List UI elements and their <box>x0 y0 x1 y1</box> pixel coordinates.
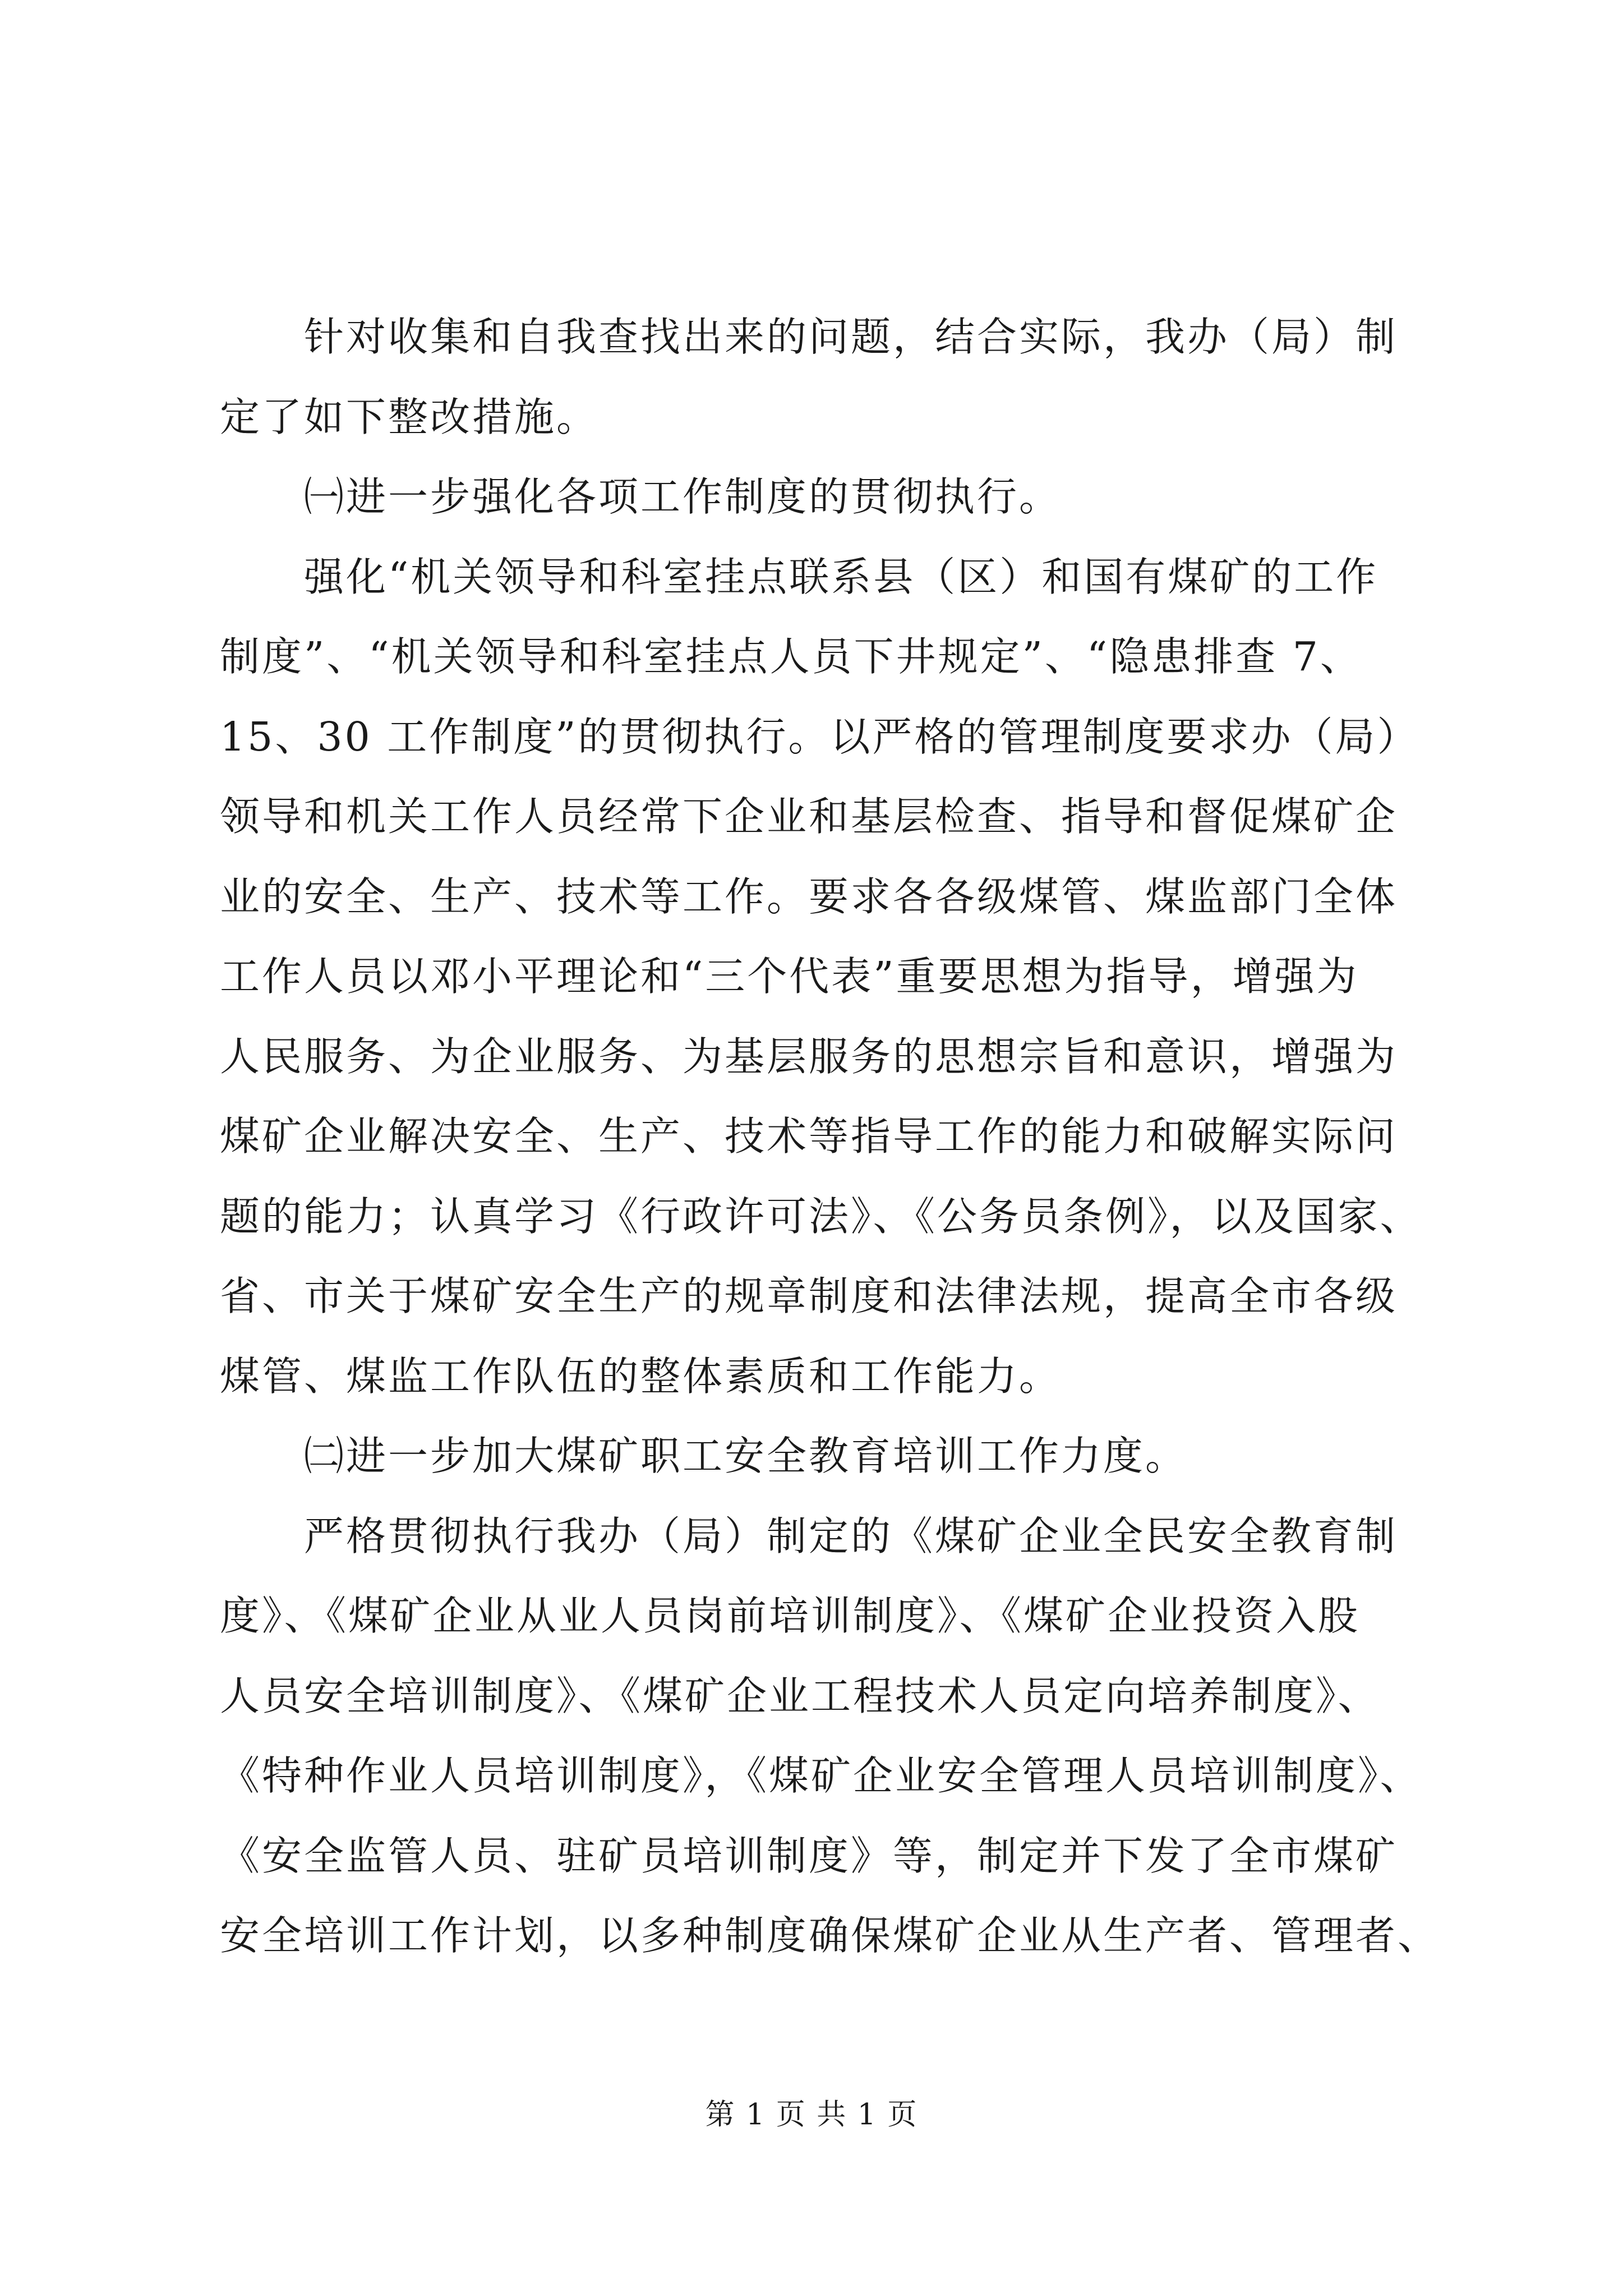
paragraph-line: 度》、《煤矿企业从业人员岗前培训制度》、《煤矿企业投资入股 <box>220 1593 1361 1639</box>
paragraph-line: 针对收集和自我查找出来的问题，结合实际，我办（局）制 <box>304 314 1398 360</box>
paragraph-line: 煤管、煤监工作队伍的整体素质和工作能力。 <box>220 1352 1062 1400</box>
paragraph-line: 人员安全培训制度》、《煤矿企业工程技术人员定向培养制度》、 <box>220 1672 1380 1719</box>
paragraph-line: 定了如下整改措施。 <box>220 393 599 440</box>
section-heading: ㈠进一步强化各项工作制度的贯彻执行。 <box>304 473 1062 520</box>
paragraph-line: 安全培训工作计划，以多种制度确保煤矿企业从生产者、管理者、 <box>220 1912 1440 1959</box>
paragraph-line: 煤矿企业解决安全、生产、技术等指导工作的能力和破解实际问 <box>220 1113 1398 1159</box>
paragraph-line: 严格贯彻执行我办（局）制定的《煤矿企业全民安全教育制 <box>304 1512 1398 1559</box>
paragraph-line: 《特种作业人员培训制度》，《煤矿企业安全管理人员培训制度》、 <box>220 1752 1422 1799</box>
paragraph-line: 《安全监管人员、驻矿员培训制度》等，制定并下发了全市煤矿 <box>220 1832 1398 1879</box>
page-footer: 第 1 页 共 1 页 <box>705 2098 918 2132</box>
paragraph-line: 工作人员以邓小平理论和“三个代表”重要思想为指导，增强为 <box>220 953 1359 1000</box>
paragraph-line: 人民服务、为企业服务、为基层服务的思想宗旨和意识，增强为 <box>220 1033 1398 1080</box>
paragraph-line: 业的安全、生产、技术等工作。要求各各级煤管、煤监部门全体 <box>220 873 1398 920</box>
document-body <box>220 297 1440 1976</box>
paragraph-line: 强化“机关领导和科室挂点联系县（区）和国有煤矿的工作 <box>304 553 1378 600</box>
paragraph-line: 15、30 工作制度”的贯彻执行。以严格的管理制度要求办（局） <box>220 713 1419 760</box>
paragraph-line: 省、市关于煤矿安全生产的规章制度和法律法规，提高全市各级 <box>220 1273 1398 1319</box>
paragraph-line: 制度”、“机关领导和科室挂点人员下井规定”、“隐患排查 7、 <box>220 633 1362 680</box>
paragraph-line: 题的能力；认真学习《行政许可法》、《公务员条例》，以及国家、 <box>220 1193 1422 1240</box>
section-heading: ㈡进一步加大煤矿职工安全教育培训工作力度。 <box>304 1433 1188 1479</box>
paragraph-line: 领导和机关工作人员经常下企业和基层检查、指导和督促煤矿企 <box>220 793 1398 840</box>
